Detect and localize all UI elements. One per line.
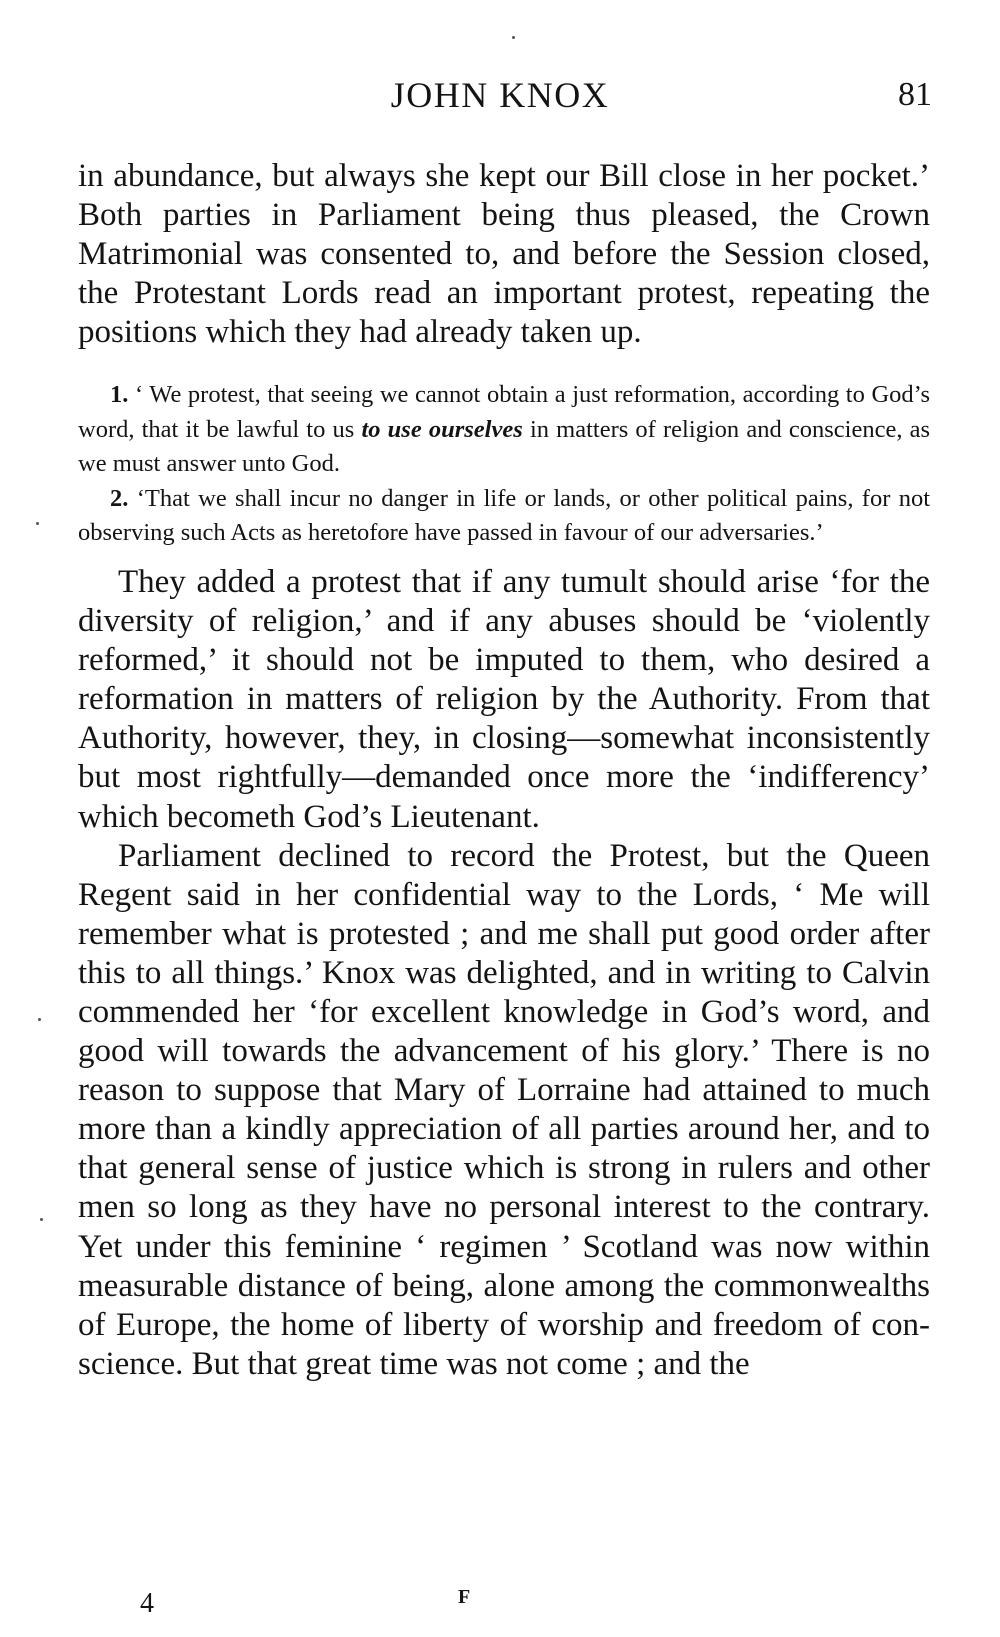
paragraph-1: in abundance, but always she kept our Bill close in her pocket.’ Both parties in Parliament being thus pleased, the Crown Matrimonial was consented to, and before the Session closed, the Protestant Lords read an important protest, repeating the positions which they had already taken up. xyxy=(78,158,930,351)
protest-quotation xyxy=(78,378,930,551)
protest-item-1-italic: to use ourselves xyxy=(361,415,523,443)
protest-item-1 xyxy=(78,378,930,482)
signature-mark: F xyxy=(458,1586,471,1608)
body-text xyxy=(78,157,930,1384)
protest-item-2-number: 2. xyxy=(110,484,129,512)
paper-speck xyxy=(38,1018,41,1021)
protest-item-2-text: ‘That we shall incur no danger in life or lands, or other political pains, for not observing such Acts as heretofore have passed in favour of our adversaries.’ xyxy=(78,484,931,547)
protest-item-1-text-before: ‘ We protest, that seeing we cannot obtain a just reformation, according to God’s word, that it be lawful to us xyxy=(78,381,930,443)
running-title: JOHN KNOX xyxy=(390,75,610,115)
paragraph-2: They added a protest that if any tumult should arise ‘for the diversity of religion,’ and if any abuses should be ‘violently reformed,’ it should not be imputed to them, who desired a reformation in matters of religion by the Authority. From that Authority, however, they, in closing—somewhat inconsistently but most rightfully—demanded once more the ‘indifferency’ which becometh God’s Lieutenant. xyxy=(78,563,930,835)
paper-speck xyxy=(512,36,515,39)
protest-item-1-text-after: in matters of religion and conscience, as we must answer unto God. xyxy=(78,415,931,478)
paragraph-3: Parliament declined to record the Protest, but the Queen Regent said in her confidential way to the Lords, ‘ Me will remember what is protested ; and me shall put good order after this to all things.’ Knox was delighted, and in writing to Calvin commended her ‘for excellent knowledge in God’s word, and good will towards the advancement of his glory.’ There is no reason to suppose that Mary of Lorraine had attained to much more than a kindly appreciation of all parties around her, and to that general sense of justice which is strong in rulers and other men so long as they have no personal interest to the contrary. Yet under this feminine ‘ regimen ’ Scotland was now within measurable distance of being, alone among the commonwealths of Europe, the home of liberty of worship and freedom of conscience. But that great time was not come ; and the xyxy=(78,837,930,1382)
page-number: 81 xyxy=(898,76,932,113)
paper-speck xyxy=(36,522,39,525)
paper-speck xyxy=(40,1218,43,1221)
protest-item-1-number: 1. xyxy=(110,381,129,409)
signature-number: 4 xyxy=(140,1588,154,1619)
protest-item-2 xyxy=(78,482,930,551)
